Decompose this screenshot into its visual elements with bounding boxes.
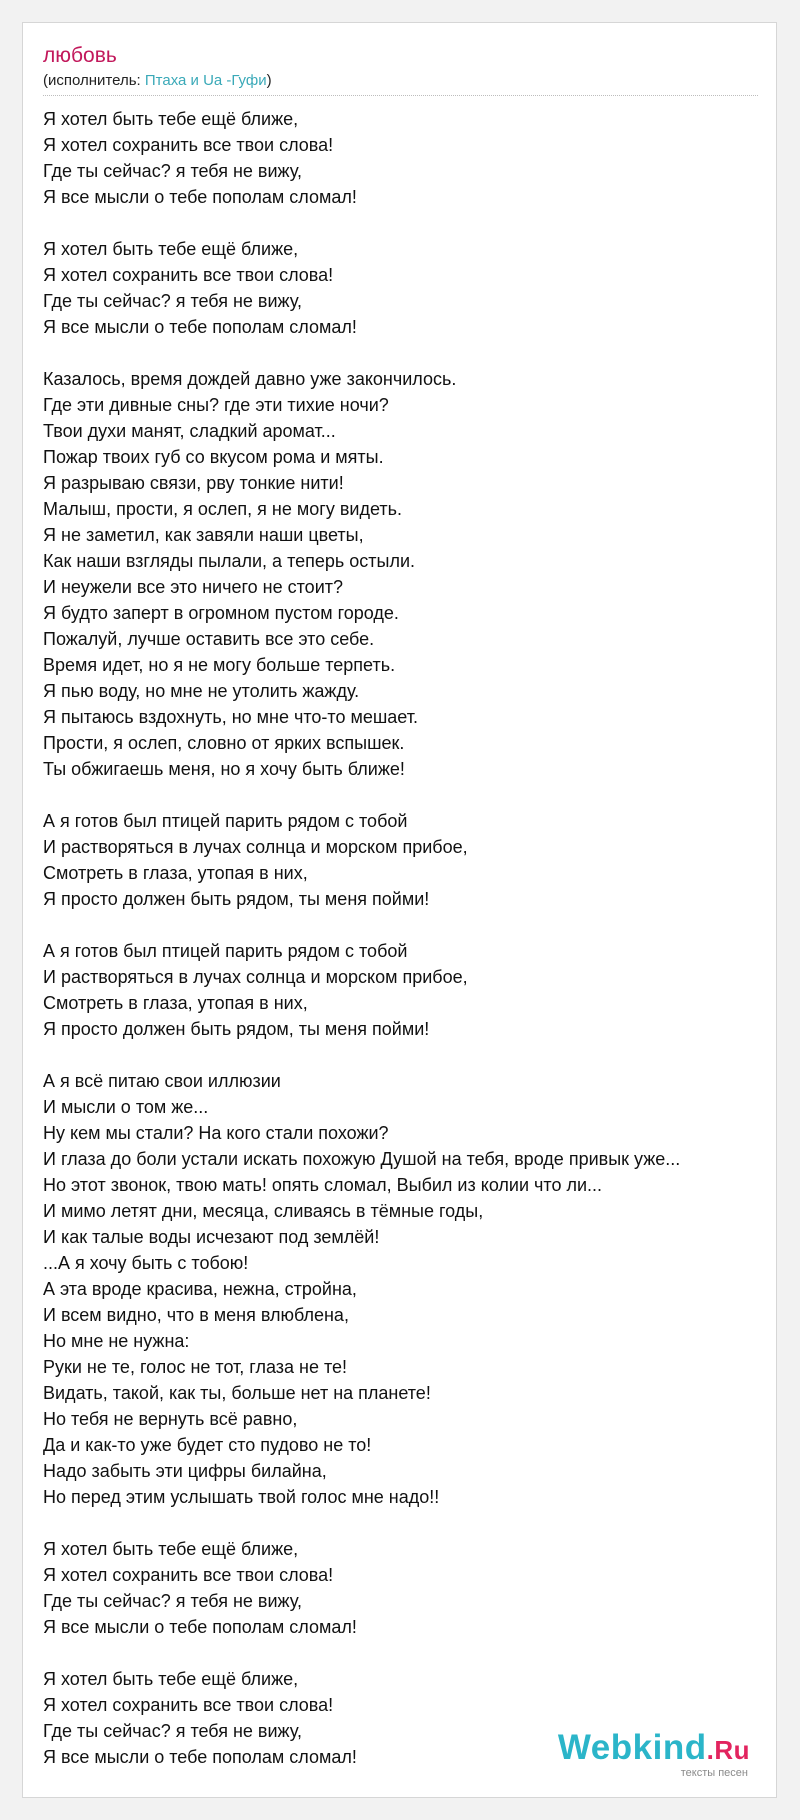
logo-subtitle: тексты песен [680,1767,748,1779]
song-header [43,43,758,96]
logo-main-text: Webkind [557,1728,707,1767]
song-title: любовь [43,44,117,67]
artist-suffix: ) [266,72,272,89]
artist-prefix: (исполнитель: [43,72,145,89]
artist-line [43,71,758,96]
lyrics-text: Я хотел быть тебе ещё ближе, Я хотел сохранить все твои слова! Где ты сейчас? я тебя не вижу, Я все мысли о тебе пополам сломал! Я хотел быть тебе ещё ближе, Я хотел сохранить все твои слова! Где ты сейчас? я тебя не вижу, Я все мысли о тебе пополам сломал! Казалось, время дождей давно уже закончилось. Где эти дивные сны? где эти тихие ночи? Твои духи манят, сладкий аромат... Пожар твоих губ со вкусом рома и мяты. Я разрываю связи, рву тонкие нити! Малыш, прости, я ослеп, я не могу видеть. Я не заметил, как завяли наши цветы, Как наши взгляды пылали, а теперь остыли. И неужели все это ничего не стоит? Я будто заперт в огромном пустом городе. Пожалуй, лучше оставить все это себе. Время идет, но я не могу больше терпеть. Я пью воду, но мне не утолить жажду. Я пытаюсь вздохнуть, но мне что-то мешает. Прости, я ослеп, словно от ярких вспышек. Ты обжигаешь меня, но я хочу быть ближе! А я готов был птицей парить рядом с тобой И растворяться в лучах солнца и морском прибое, Смотреть в глаза, утопая в них, Я просто должен быть рядом, ты меня пойми! А я готов был птицей парить рядом с тобой И растворяться в лучах солнца и морском прибое, Смотреть в глаза, утопая в них, Я просто должен быть рядом, ты меня пойми! А я всё питаю свои иллюзии И мысли о том же... Ну кем мы стали? На кого стали похожи? И глаза до боли устали искать похожую Душой на тебя, вроде привык уже... Но этот звонок, твою мать! опять сломал, Выбил из колии что ли... И мимо летят дни, месяца, сливаясь в тёмные годы, И как талые воды исчезают под землёй! ...А я хочу быть с тобою! А эта вроде красива, нежна, стройна, И всем видно, что в меня влюблена, Но мне не нужна: Руки не те, голос не тот, глаза не те! Видать, такой, как ты, больше нет на планете! Но тебя не вернуть всё равно, Да и как-то уже будет сто пудово не то! Надо забыть эти цифры билайна, Но перед этим услышать твой голос мне надо!! Я хотел быть тебе ещё ближе, Я хотел сохранить все твои слова! Где ты сейчас? я тебя не вижу, Я все мысли о тебе пополам сломал! Я хотел быть тебе ещё ближе, Я хотел сохранить все твои слова! Где ты сейчас? я тебя не вижу, Я все мысли о тебе пополам сломал! [43,109,681,1767]
lyrics-card [22,22,777,1798]
site-logo[interactable] [557,1728,750,1779]
logo-tld: .Ru [706,1735,750,1765]
logo-wordmark [557,1728,750,1767]
artist-link[interactable]: Птаха и Ua -Гуфи [144,72,267,89]
